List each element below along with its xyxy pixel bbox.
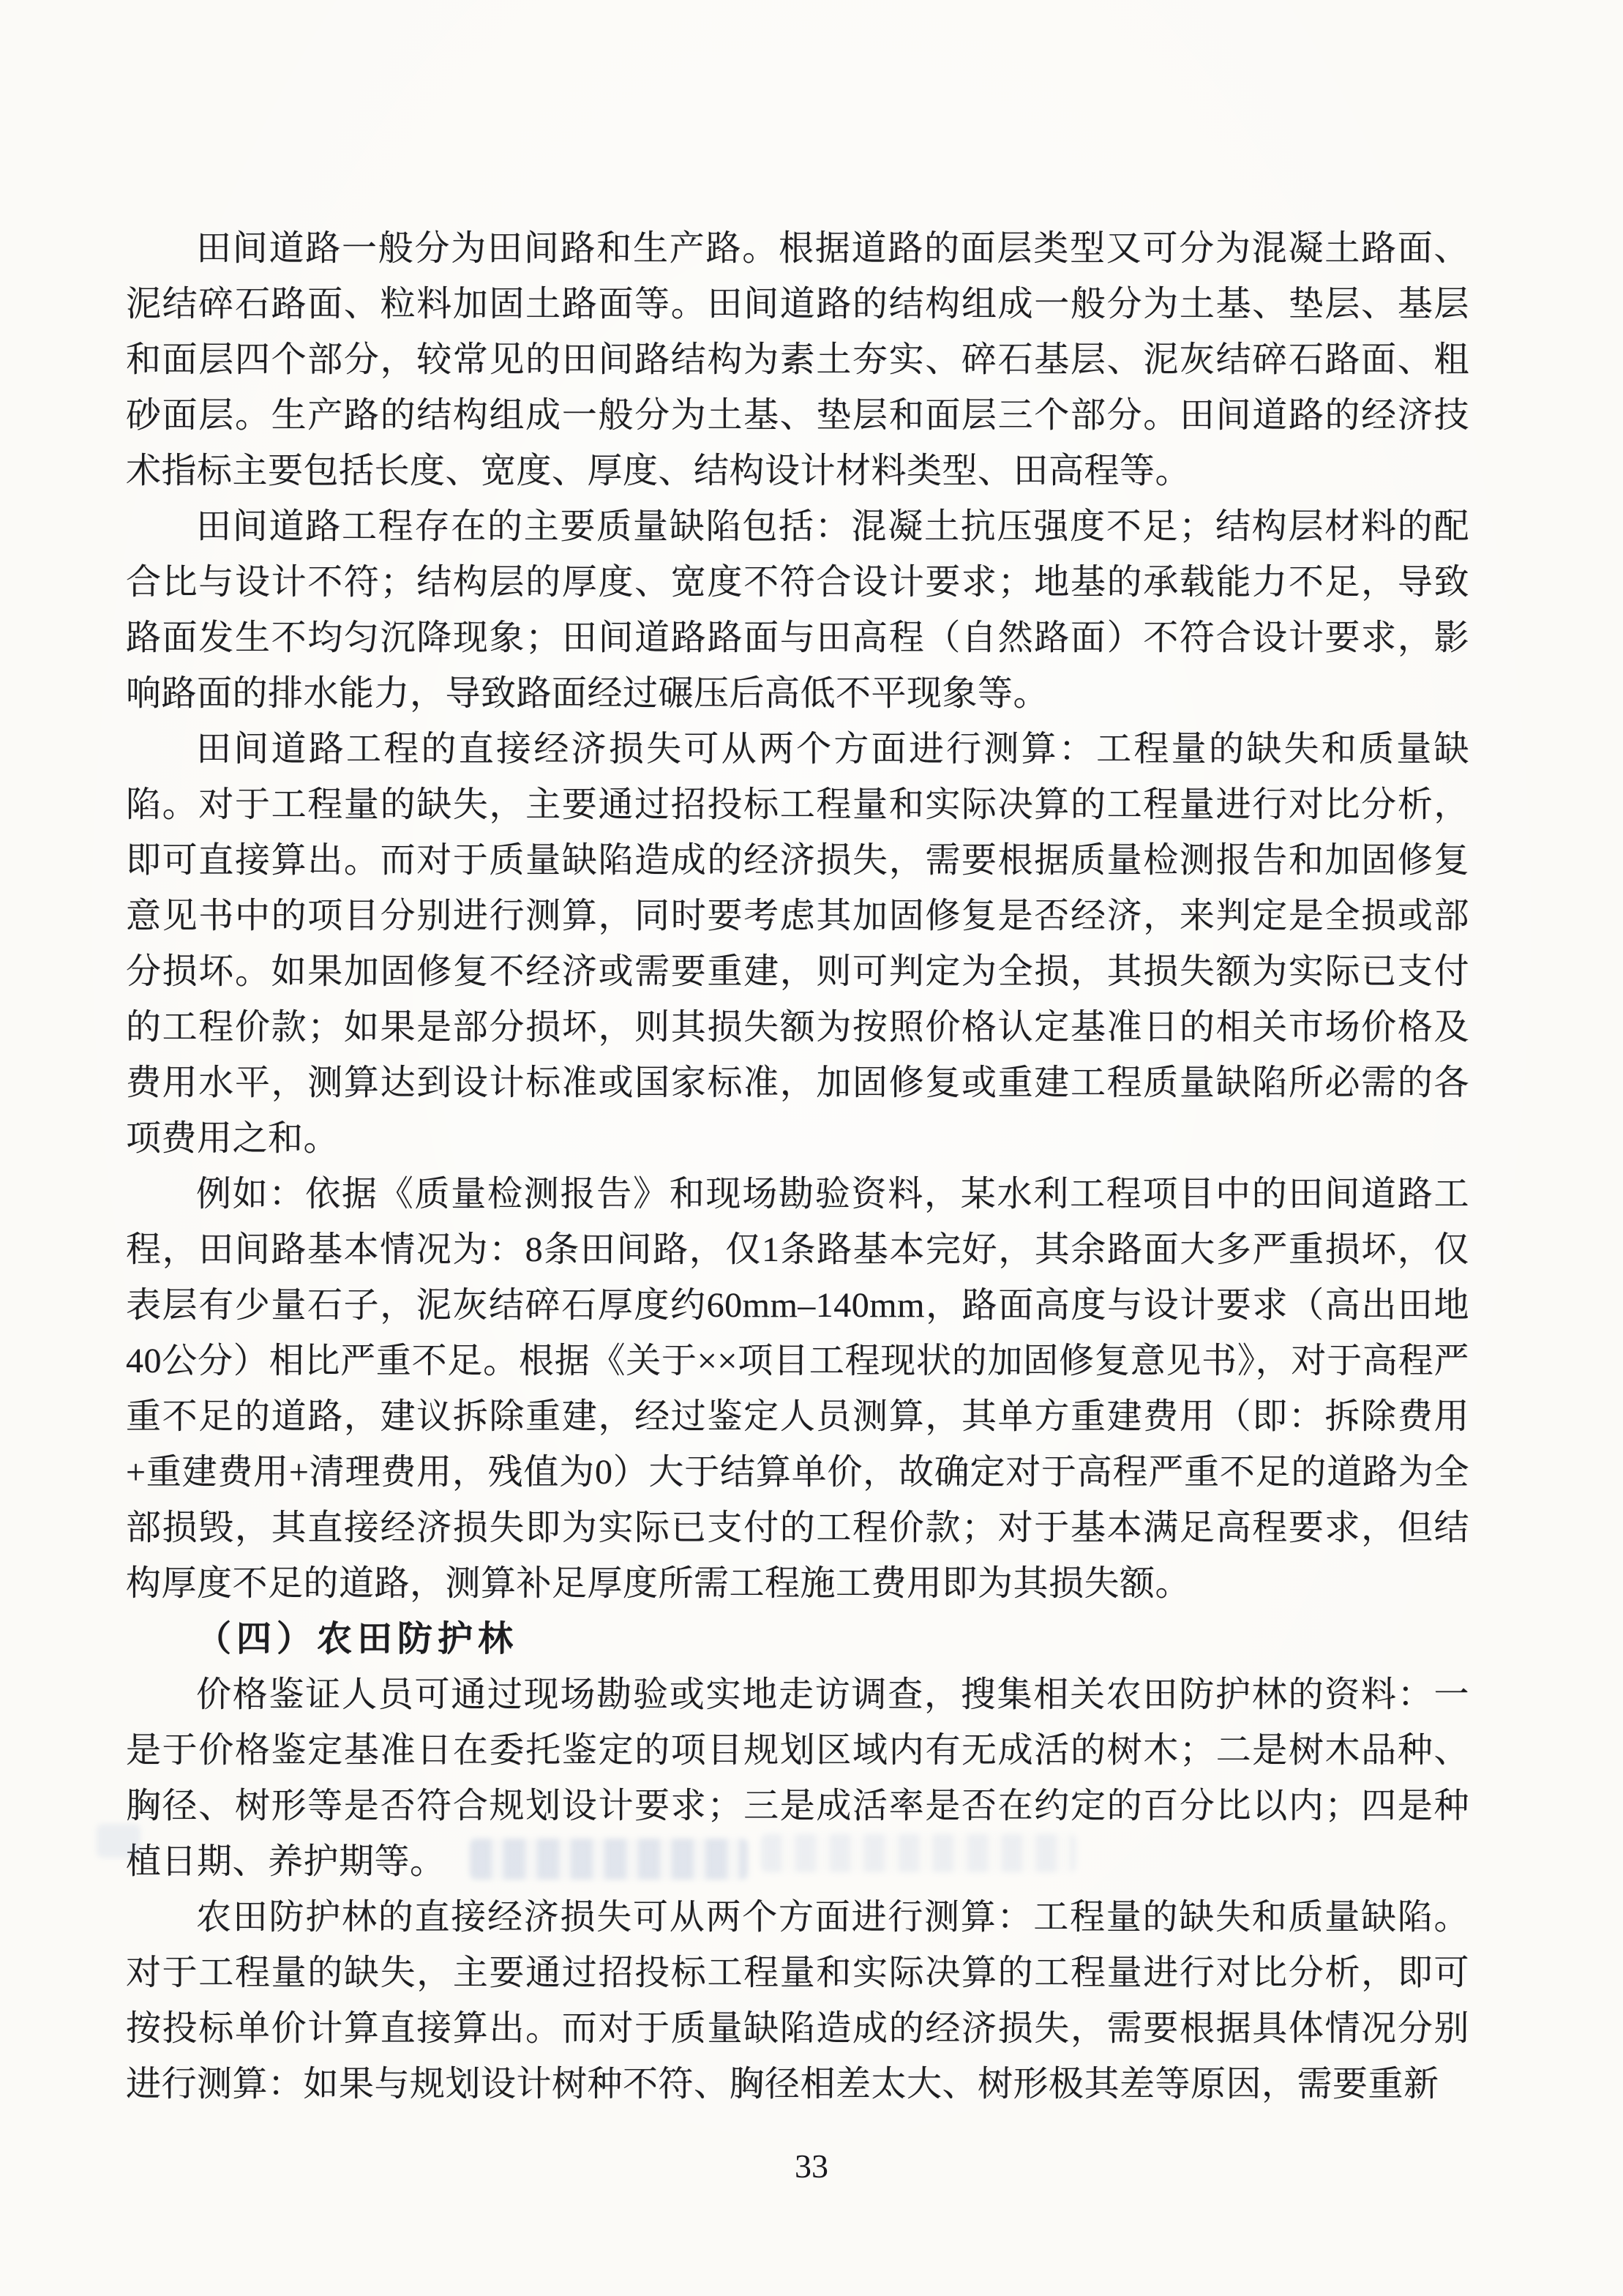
paragraph-field-roads-overview: 田间道路一般分为田间路和生产路。根据道路的面层类型又可分为混凝土路面、泥结碎石路面、粒料加固土路面等。田间道路的结构组成一般分为土基、垫层、基层和面层四个部分，较常见的田间路结构为素土夯实、碎石基层、泥灰结碎石路面、粗砂面层。生产路的结构组成一般分为土基、垫层和面层三个部分。田间道路的经济技术指标主要包括长度、宽度、厚度、结构设计材料类型、田高程等。 bbox=[126, 229, 1469, 490]
paragraph-quality-defects: 田间道路工程存在的主要质量缺陷包括：混凝土抗压强度不足；结构层材料的配合比与设计不符；结构层的厚度、宽度不符合设计要求；地基的承载能力不足，导致路面发生不均匀沉降现象；田间道路路面与田高程（自然路面）不符合设计要求，影响路面的排水能力，导致路面经过碾压后高低不平现象等。 bbox=[126, 507, 1469, 713]
paragraph-economic-loss-measurement: 田间道路工程的直接经济损失可从两个方面进行测算：工程量的缺失和质量缺陷。对于工程量的缺失，主要通过招投标工程量和实际决算的工程量进行对比分析，即可直接算出。而对于质量缺陷造成的经济损失，需要根据质量检测报告和加固修复意见书中的项目分别进行测算，同时要考虑其加固修复是否经济，来判定是全损或部分损坏。如果加固修复不经济或需要重建，则可判定为全损，其损失额为实际已支付的工程价款；如果是部分损坏，则其损失额为按照价格认定基准日的相关市场价格及费用水平，测算达到设计标准或国家标准，加固修复或重建工程质量缺陷所必需的各项费用之和。 bbox=[126, 730, 1469, 1158]
paragraph-shelterbelt-loss-measurement: 农田防护林的直接经济损失可从两个方面进行测算：工程量的缺失和质量缺陷。对于工程量的缺失，主要通过招投标工程量和实际决算的工程量进行对比分析，即可按投标单价计算直接算出。而对于质量缺陷造成的经济损失，需要根据具体情况分别进行测算：如果与规划设计树种不符、胸径相差太大、树形极其差等原因，需要重新 bbox=[126, 1898, 1469, 2104]
paragraph-example-case: 例如：依据《质量检测报告》和现场勘验资料，某水利工程项目中的田间道路工程，田间路基本情况为：8条田间路，仅1条路基本完好，其余路面大多严重损坏，仅表层有少量石子，泥灰结碎石厚度约60mm–140mm，路面高度与设计要求（高出田地40公分）相比严重不足。根据《关于××项目工程现状的加固修复意见书》，对于高程严重不足的道路，建议拆除重建，经过鉴定人员测算，其单方重建费用（即：拆除费用+重建费用+清理费用，残值为0）大于结算单价，故确定对于高程严重不足的道路为全部损毁，其直接经济损失即为实际已支付的工程价款；对于基本满足高程要求，但结构厚度不足的道路，测算补足厚度所需工程施工费用即为其损失额。 bbox=[126, 1175, 1469, 1603]
text-body bbox=[126, 221, 1469, 2112]
page-number: 33 bbox=[795, 2147, 828, 2185]
section-heading-farmland-shelterbelt: （四）农田防护林 bbox=[196, 1620, 519, 1659]
paragraph-shelterbelt-survey: 价格鉴证人员可通过现场勘验或实地走访调查，搜集相关农田防护林的资料：一是于价格鉴定基准日在委托鉴定的项目规划区域内有无成活的树木；二是树木品种、胸径、树形等是否符合规划设计要求；三是成活率是否在约定的百分比以内；四是种植日期、养护期等。 bbox=[126, 1675, 1469, 1881]
